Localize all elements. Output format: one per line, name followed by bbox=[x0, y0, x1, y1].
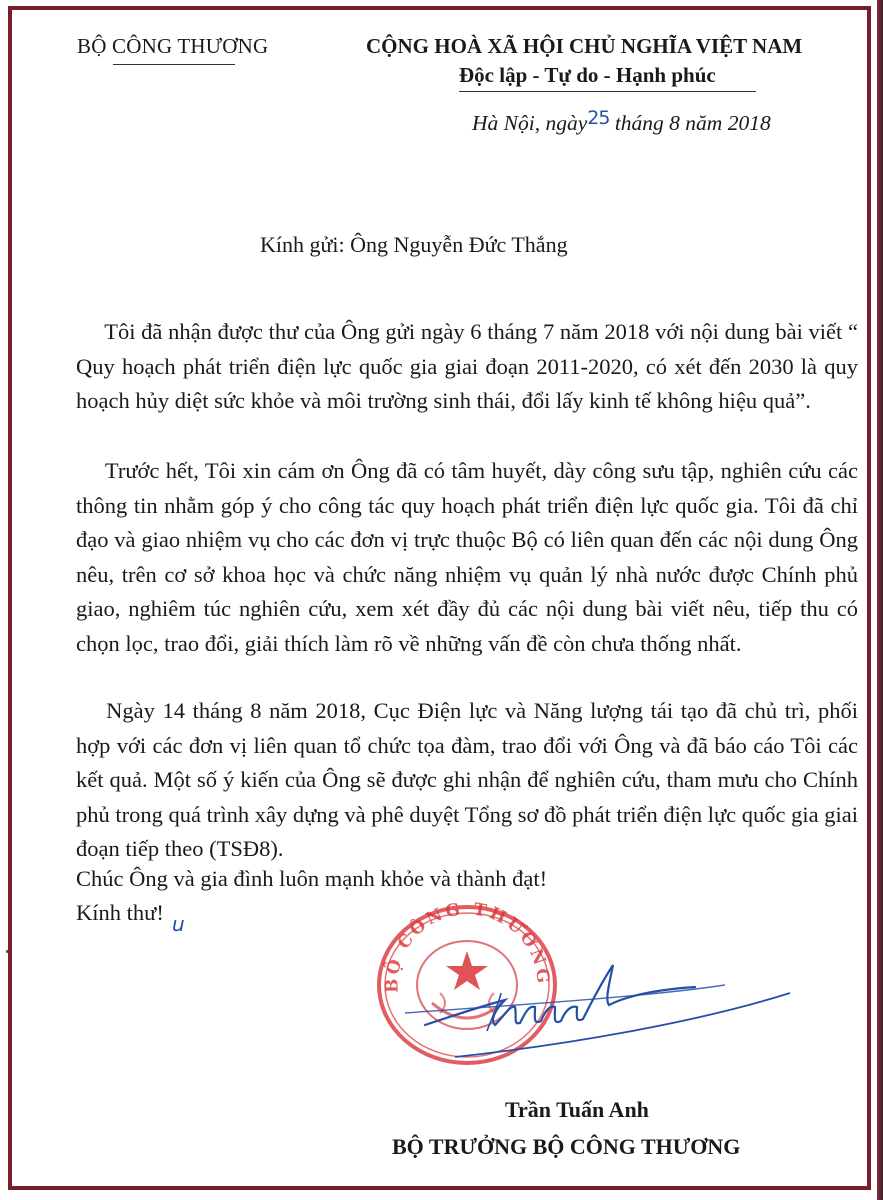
date-suffix: tháng 8 năm 2018 bbox=[609, 111, 771, 135]
date-prefix: Hà Nội, ngày bbox=[472, 111, 588, 135]
national-motto: Độc lập - Tự do - Hạnh phúc bbox=[459, 63, 716, 87]
paragraph-1-text: Tôi đã nhận được thư của Ông gửi ngày 6 tháng 7 năm 2018 với nội dung bài viết “ Quy hoạch phát triển điện lực quốc gia giai đoạn 2011-2020, có xét đến 2030 là quy hoạch hủy diệt sức khỏe và môi trường sinh thái, đổi lấy kinh tế không hiệu quả”. bbox=[76, 319, 858, 414]
national-title: CỘNG HOÀ XÃ HỘI CHỦ NGHĨA VIỆT NAM bbox=[366, 34, 803, 58]
signer-title: BỘ TRƯỞNG BỘ CÔNG THƯƠNG bbox=[392, 1134, 741, 1159]
motto-underline bbox=[459, 91, 756, 92]
paragraph-2 bbox=[76, 454, 858, 662]
seal-text: BỘ CÔNG THƯƠNG bbox=[382, 899, 553, 994]
handwritten-signature bbox=[395, 945, 795, 1065]
ministry-underline bbox=[113, 64, 235, 65]
paragraph-1 bbox=[76, 315, 858, 419]
paragraph-3 bbox=[76, 694, 858, 867]
paragraph-3-text: Ngày 14 tháng 8 năm 2018, Cục Điện lực và Năng lượng tái tạo đã chủ trì, phối hợp với các đơn vị liên quan tổ chức tọa đàm, trao đổi với Ông và đã báo cáo Tôi các kết quả. Một số ý kiến của Ông sẽ được ghi nhận để nghiên cứu, tham mưu cho Chính phủ trong quá trình xây dựng và phê duyệt Tổng sơ đồ phát triển điện lực quốc gia giai đoạn tiếp theo (TSĐ8). bbox=[76, 698, 859, 862]
scan-speck bbox=[6, 950, 9, 953]
handwritten-day: 25 bbox=[587, 107, 610, 129]
signer-name: Trần Tuấn Anh bbox=[505, 1097, 649, 1122]
paragraph-2-text: Trước hết, Tôi xin cám ơn Ông đã có tâm huyết, dày công sưu tập, nghiên cứu các thông tin nhằm góp ý cho công tác quy hoạch phát triển điện lực quốc gia. Tôi đã chỉ đạo và giao nhiệm vụ cho các đơn vị trực thuộc Bộ có liên quan đến các nội dung Ông nêu, trên cơ sở khoa học và chức năng nhiệm vụ quản lý nhà nước được Chính phủ giao, nghiêm túc nghiên cứu, xem xét đầy đủ các nội dung bài viết nêu, tiếp thu có chọn lọc, trao đổi, giải thích làm rõ về những vấn đề còn chưa thống nhất. bbox=[76, 458, 859, 656]
closing-regards: Kính thư! bbox=[76, 900, 164, 925]
date-line bbox=[472, 107, 771, 136]
recipient-line: Kính gửi: Ông Nguyễn Đức Thắng bbox=[260, 232, 568, 257]
closing-wish: Chúc Ông và gia đình luôn mạnh khỏe và thành đạt! bbox=[76, 866, 548, 891]
handwritten-initial: u bbox=[172, 912, 185, 936]
window-edge bbox=[877, 0, 883, 1200]
ministry-name: BỘ CÔNG THƯƠNG bbox=[77, 34, 269, 58]
